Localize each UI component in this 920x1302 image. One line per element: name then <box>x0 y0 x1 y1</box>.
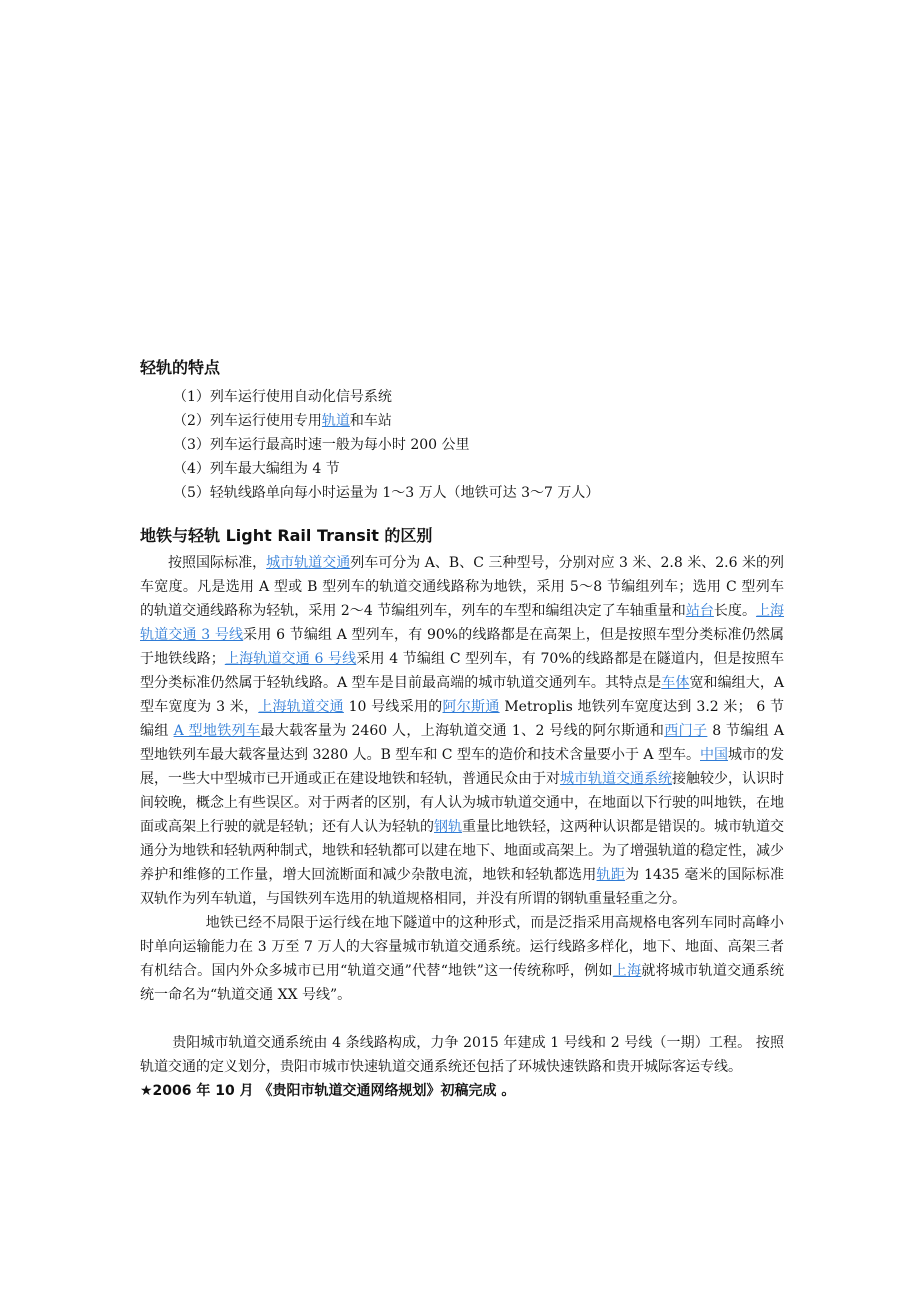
text-run: Metroplis 地铁列车宽度达到 3.2 米； 6 节编组 <box>140 699 785 739</box>
link-car-body[interactable]: 车体 <box>661 675 690 691</box>
text-run: 采用 4 节编组 C 型列车，有 70%的线路都是在隧道内，但是按照车型分类标准仍然属于轻轨线路。A 型车是目前最高端的城市轨道交通列车。其特点是 <box>140 651 784 691</box>
features-list <box>173 385 784 505</box>
link-urban-rail-transit[interactable]: 城市轨道交通 <box>266 555 351 571</box>
text-run: 为 1435 毫米的国际标准双轨作为列车轨道，与国铁列车选用的轨道规格相同，并没有所谓的钢轨重量轻重之分。 <box>140 867 785 907</box>
document-content <box>140 356 784 1103</box>
link-track[interactable]: 轨道 <box>321 413 350 429</box>
link-alstom[interactable]: 阿尔斯通 <box>442 699 500 715</box>
text-run: 和车站 <box>349 413 392 429</box>
list-item <box>173 409 784 433</box>
text-run: 按照国际标准， <box>168 555 267 571</box>
link-urban-rail-transit-system[interactable]: 城市轨道交通系统 <box>560 771 672 787</box>
link-shanghai-line-6[interactable]: 上海轨道交通 6 号线 <box>224 651 357 667</box>
link-platform[interactable]: 站台 <box>685 603 714 619</box>
text-run: 最大载客量为 2460 人，上海轨道交通 1、2 号线的阿尔斯通和 <box>260 723 665 739</box>
link-shanghai[interactable]: 上海 <box>612 963 642 979</box>
milestone-line: ★2006 年 10 月 《贵阳市轨道交通网络规划》初稿完成 。 <box>140 1083 516 1099</box>
paragraph-standards <box>140 551 784 911</box>
text-run: 城市的发展，一些大中型城市已开通或正在建设地铁和轻轨，普通民众由于对 <box>140 747 785 787</box>
text-run: 8 节编组 A 型地铁列车最大载客量达到 3280 人。B 型车和 C 型车的造价和技术含量要小于 A 型车。 <box>140 723 785 763</box>
text-run: 就将城市轨道交通系统统一命名为“轨道交通 XX 号线”。 <box>140 963 785 1003</box>
list-item: （4）列车最大编组为 4 节 <box>173 461 340 477</box>
list-item: （5）轻轨线路单向每小时运量为 1～3 万人（地铁可达 3～7 万人） <box>173 485 600 501</box>
text-run: 宽和编组大，A 型车宽度为 3 米， <box>140 675 785 715</box>
link-china[interactable]: 中国 <box>700 747 729 763</box>
text-run: 重量比地铁轻，这两种认识都是错误的。城市轨道交通分为地铁和轻轨两种制式，地铁和轻轨都可以建在地下、地面或高架上。为了增强轨道的稳定性，减少养护和维修的工作量，增大回流断面和减少杂散电流，地铁和轻轨都选用 <box>140 819 784 883</box>
text-run: 长度。 <box>713 603 756 619</box>
text-run: （2）列车运行使用专用 <box>173 413 322 429</box>
link-track-gauge[interactable]: 轨距 <box>596 867 626 883</box>
text-run: 10 号线采用的 <box>343 699 443 715</box>
list-item: （1）列车运行使用自动化信号系统 <box>173 389 392 405</box>
paragraph-metro-definition <box>140 911 784 1007</box>
section-heading-light-rail-features: 轻轨的特点 <box>140 358 221 377</box>
section-heading-metro-vs-lrt: 地铁与轻轨 Light Rail Transit 的区别 <box>140 526 433 545</box>
link-steel-rail[interactable]: 钢轨 <box>434 819 462 835</box>
link-siemens[interactable]: 西门子 <box>664 723 708 739</box>
link-a-type-metro-train[interactable]: A 型地铁列车 <box>173 723 261 739</box>
text-run: 接触较少，认识时间较晚，概念上有些误区。对于两者的区别，有人认为城市轨道交通中，在地面以下行驶的叫地铁，在地面或高架上行驶的就是轻轨；还有人认为轻轨的 <box>140 771 784 835</box>
link-shanghai-rail-transit[interactable]: 上海轨道交通 <box>258 699 344 715</box>
link-shanghai-line-3[interactable]: 上海轨道交通 3 号线 <box>140 603 785 643</box>
text-run: 地铁已经不局限于运行线在地下隧道中的这种形式，而是泛指采用高规格电客列车同时高峰小时单向运输能力在 3 万至 7 万人的大容量城市轨道交通系统。运行线路多样化，地下、地面、高架三者有机结合。国内外众多城市已用“轨道交通”代替“地铁”这一传统称呼，例如 <box>140 915 784 979</box>
text-run: 列车可分为 A、B、C 三种型号，分别对应 3 米、2.8 米、2.6 米的列车宽度。凡是选用 A 型或 B 型列车的轨道交通线路称为地铁，采用 5～8 节编组列车；选用 C 型列车的轨道交通线路称为轻轨，采用 2～4 节编组列车，列车的车型和编组决定了车轴重量和 <box>140 555 785 619</box>
list-item: （3）列车运行最高时速一般为每小时 200 公里 <box>173 437 470 453</box>
paragraph-guiyang: 贵阳城市轨道交通系统由 4 条线路构成，力争 2015 年建成 1 号线和 2 号线（一期）工程。 按照轨道交通的定义划分，贵阳市城市快速轨道交通系统还包括了环城快速铁路和贵开城际客运专线。 <box>140 1035 784 1075</box>
text-run: 采用 6 节编组 A 型列车，有 90%的线路都是在高架上，但是按照车型分类标准仍然属于地铁线路； <box>140 627 784 667</box>
